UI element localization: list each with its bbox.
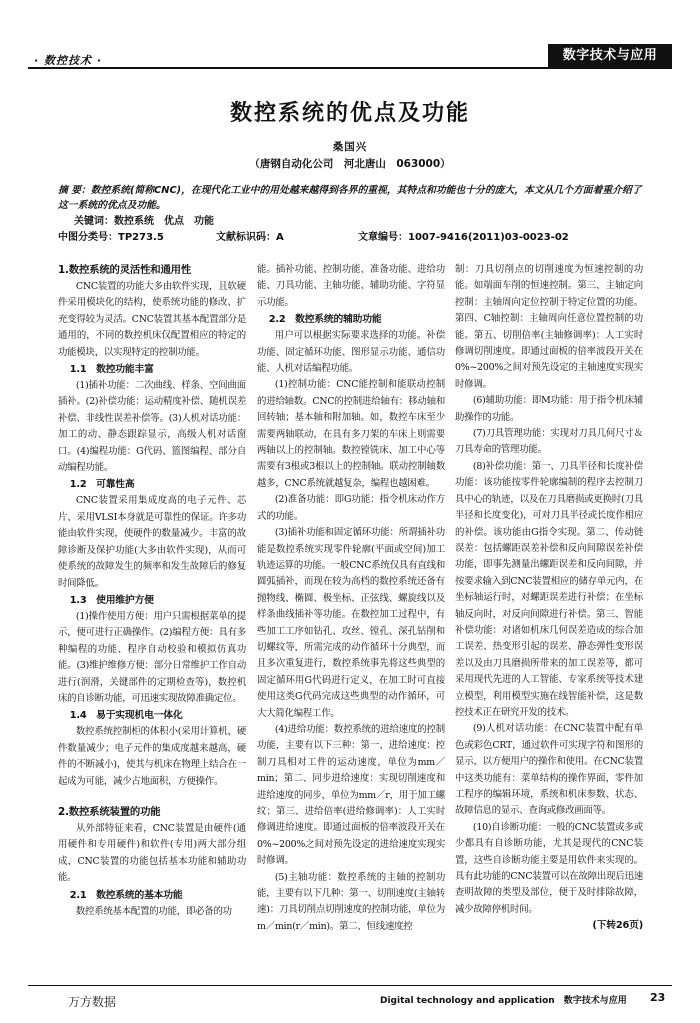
author: 桑国兴 [332,141,368,153]
paragraph: (5)主轴功能：数控系统的主轴的控制功能，主要有以下几种：第一、切削速度(主轴转速)：刀具切削点切削速度的控制功能，单位为m／min(r／min)。第二、恒线速度控 [257,871,445,932]
paragraph: (7)刀具管理功能：实现对刀具几何尺寸＆刀具寿命的管理功能。 [455,428,643,456]
paragraph: 从外部特征来看，CNC装置是由硬件(通用硬件和专用硬件)和软件(专用)两大部分组成，CNC装置的功能包括基本功能和辅助功能。 [58,822,246,884]
document-code: 文献标识码：A [216,232,284,243]
paragraph: (9)人机对话功能：在CNC装置中配有单色或彩色CRT，通过软件可实现字符和图形的显示，以方便用户的操作和使用。在CNC装置中这类功能有：菜单结构的操作界面，零件加工程序的编辑环境，系统和机床参数、状态、故障信息的显示、查询或修改画面等。 [455,723,643,817]
paragraph: (3)插补功能和固定循环功能：所谓插补功能是数控系统实现零件轮廓(平面或空间)加工轨迹运算的功能。一般CNC系统仅具有直线和圆弧插补，而现在较为高档的数控系统还备有抛物线、椭圆、极坐标、正弦线、螺旋线以及样条曲线插补等功能。在数控加工过程中，有些加工工序如钻孔、攻丝、镗孔、深孔钻削和切螺纹等，所需完成的动作循环十分典型，而且多次重复进行，数控系统事先将这些典型的固定循环用G代码进行定义，在加工时可直接使用这类G代码完成这些典型的动作循环，可大大简化编程工作。 [257,527,445,719]
paragraph: (1)插补功能：二次曲线、样条、空间曲面插补。(2)补偿功能：运动精度补偿、随机误差补偿、非线性误差补偿等。(3)人机对话功能：加工的动、静态跟踪显示，高级人机对话窗口。(4)编程功能：G代码、篮图编程、部分自动编程功能。 [58,380,246,474]
clc-number: 中图分类号：TP273.5 [58,232,164,243]
paragraph: (1)操作使用方便：用户只需根据菜单的提示，便可进行正确操作。(2)编程方便：具有多种编程的功能、程序自动校验和模拟仿真功能。(3)维护维修方便：部分日常维护工作自动进行(润滑，关键部件的定期检查等)，数控机床的自诊断功能，可迅速实现故障准确定位。 [58,610,246,704]
paragraph: 数控系统控制柜的体积小(采用计算机，硬件数量减少；电子元件的集成度越来越高，硬件的不断减小)，使其与机床在物理上结合在一起成为可能，减少占地面积，方便操作。 [58,726,246,787]
paragraph: (4)进给功能：数控系统的进给速度的控制功能，主要有以下三种：第一、进给速度：控制刀具相对工件的运动速度，单位为mm／min；第二、同步进给速度：实现切削速度和进给速度的同步，单位为mm／r，用于加工螺纹；第三、进给倍率(进给修调率)：人工实时修调进给速度。即通过面板的倍率波段开关在0%~200%之间对预先设定的进给速度实现实时修调。 [257,723,445,867]
continued-note: (下转26页) [592,920,643,932]
text-column-2 [257,262,445,935]
article-number: 文章编号：1007-9416(2011)03-0023-02 [358,232,569,243]
paragraph: (10)自诊断功能：一般的CNC装置或多或少都具有自诊断功能，尤其是现代的CNC装置，这些自诊断功能主要是用软件来实现的。具有此功能的CNC装置可以在故障出现后迅速查明故障的类型及部位，便于及时排除故障，减少故障停机时间。 [455,821,643,915]
paragraph: (6)辅助功能：即M功能：用于指令机床辅助操作的功能。 [455,395,643,423]
section-heading: 1.数控系统的灵活性和通用性 [58,264,192,276]
subsection-heading: 1.2 可靠性高 [69,479,135,491]
paragraph: 制：刀具切削点的切削速度为恒速控制的功能。如端面车削的恒速控制。第三、主轴定向控制：主轴周向定位控制于特定位置的功能。第四、C轴控制：主轴周向任意位置控制的功能。第五、切削倍率(主轴修调率)：人工实时修调切削速度。即通过面板的倍率波段开关在0%~200%之间对预先设定的主轴速度实现实时修调。 [455,264,643,390]
running-header-section: · 数控技术 · [34,54,103,67]
paragraph: 能。插补功能、控制功能、准备功能、进给功能、刀具功能、主轴功能、辅助功能、字符显示功能。 [257,264,445,308]
subsection-heading: 1.3 使用维护方便 [69,594,154,606]
text-column-3 [455,262,643,935]
journal-section-badge: 数字技术与应用 [548,44,672,68]
paragraph: (2)准备功能：即G功能：指令机床动作方式的功能。 [257,494,445,522]
paragraph: 用户可以根据实际要求选择的功能。补偿功能、固定循环功能、图形显示功能、通信功能、人机对话编程功能。 [257,330,445,375]
paragraph: 数控系统基本配置的功能，即必备的功 [75,905,232,917]
keywords: 关键词：数控系统 优点 功能 [74,216,214,227]
paragraph: CNC装置采用集成度高的电子元件、芯片、采用VLSI本身就是可靠性的保证。许多功能由软件实现，使硬件的数量减少。丰富的故障诊断及保护功能(大多由软件实现)，从而可使系统的故障发生的频率和发生故障后的修复时间降低。 [58,495,246,589]
page-number: 23 [650,991,666,1004]
paragraph: (1)控制功能：CNC能控制和能联动控制的进给轴数。CNC的控制进给轴有：移动轴和回转轴；基本轴和附加轴。如，数控车床至少需要两轴联动，在具有多刀架的车床上则需要两轴以上的控制轴。数控镗铣床、加工中心等需要有3根或3根以上的控制轴。联动控制轴数越多，CNC系统就越复杂，编程也越困难。 [257,379,445,489]
article-title: 数控系统的优点及功能 [229,100,470,126]
subsection-heading: 2.2 数控系统的辅助功能 [268,314,382,326]
source-watermark: 万方数据 [68,995,117,1009]
text-column-1 [58,262,246,920]
paragraph: CNC装置的功能大多由软件实现，且软硬件采用模块化的结构，使系统功能的修改、扩充变得较为灵活。CNC装置其基本配置部分是通用的，不同的数控机床仅配置相应的特定的功能模块，以实现特定的控制功能。 [58,281,246,358]
affiliation: （唐钢自动化公司 河北唐山 063000） [249,158,451,170]
section-heading: 2.数控系统装置的功能 [58,805,161,818]
paragraph: (8)补偿功能：第一、刀具半径和长度补偿功能：该功能按零件轮廓编制的程序去控制刀具中心的轨迹，以及在刀具磨损或更换时(刀具半径和长度变化)，可对刀具半径或长度作相应的补偿。该功能由G指令实现。第二、传动链误差：包括螺距误差补偿和反向间隙误差补偿功能，即事先测量出螺距误差和反向间隙，并按要求输入到CNC装置相应的储存单元内，在坐标轴运行时，对螺距误差进行补偿；在坐标轴反向时，对反向间隙进行补偿。第三、智能补偿功能：对诸如机床几何误差造成的综合加工误差、热变形引起的误差、静态弹性变形误差以及由刀具磨损所带来的加工误差等，都可采用现代先进的人工智能、专家系统等技术建立模型，利用模型实施在线智能补偿，这是数控技术正在研究开发的技术。 [455,460,643,718]
subsection-heading: 2.1 数控系统的基本功能 [69,889,183,901]
abstract: 摘 要：数控系统(简称CNC)，在现代化工业中的用处越来越得到各界的重视，其特点和功能也十分的庞大，本文从几个方面着重介绍了这一系统的优点及功能。 [58,185,642,211]
journal-footer: Digital technology and application 数字技术与应用 [380,996,627,1006]
header-rule [28,67,672,69]
subsection-heading: 1.4 易于实现机电一体化 [69,710,183,722]
subsection-heading: 1.1 数控功能丰富 [69,364,154,376]
footer-rule [28,985,672,986]
